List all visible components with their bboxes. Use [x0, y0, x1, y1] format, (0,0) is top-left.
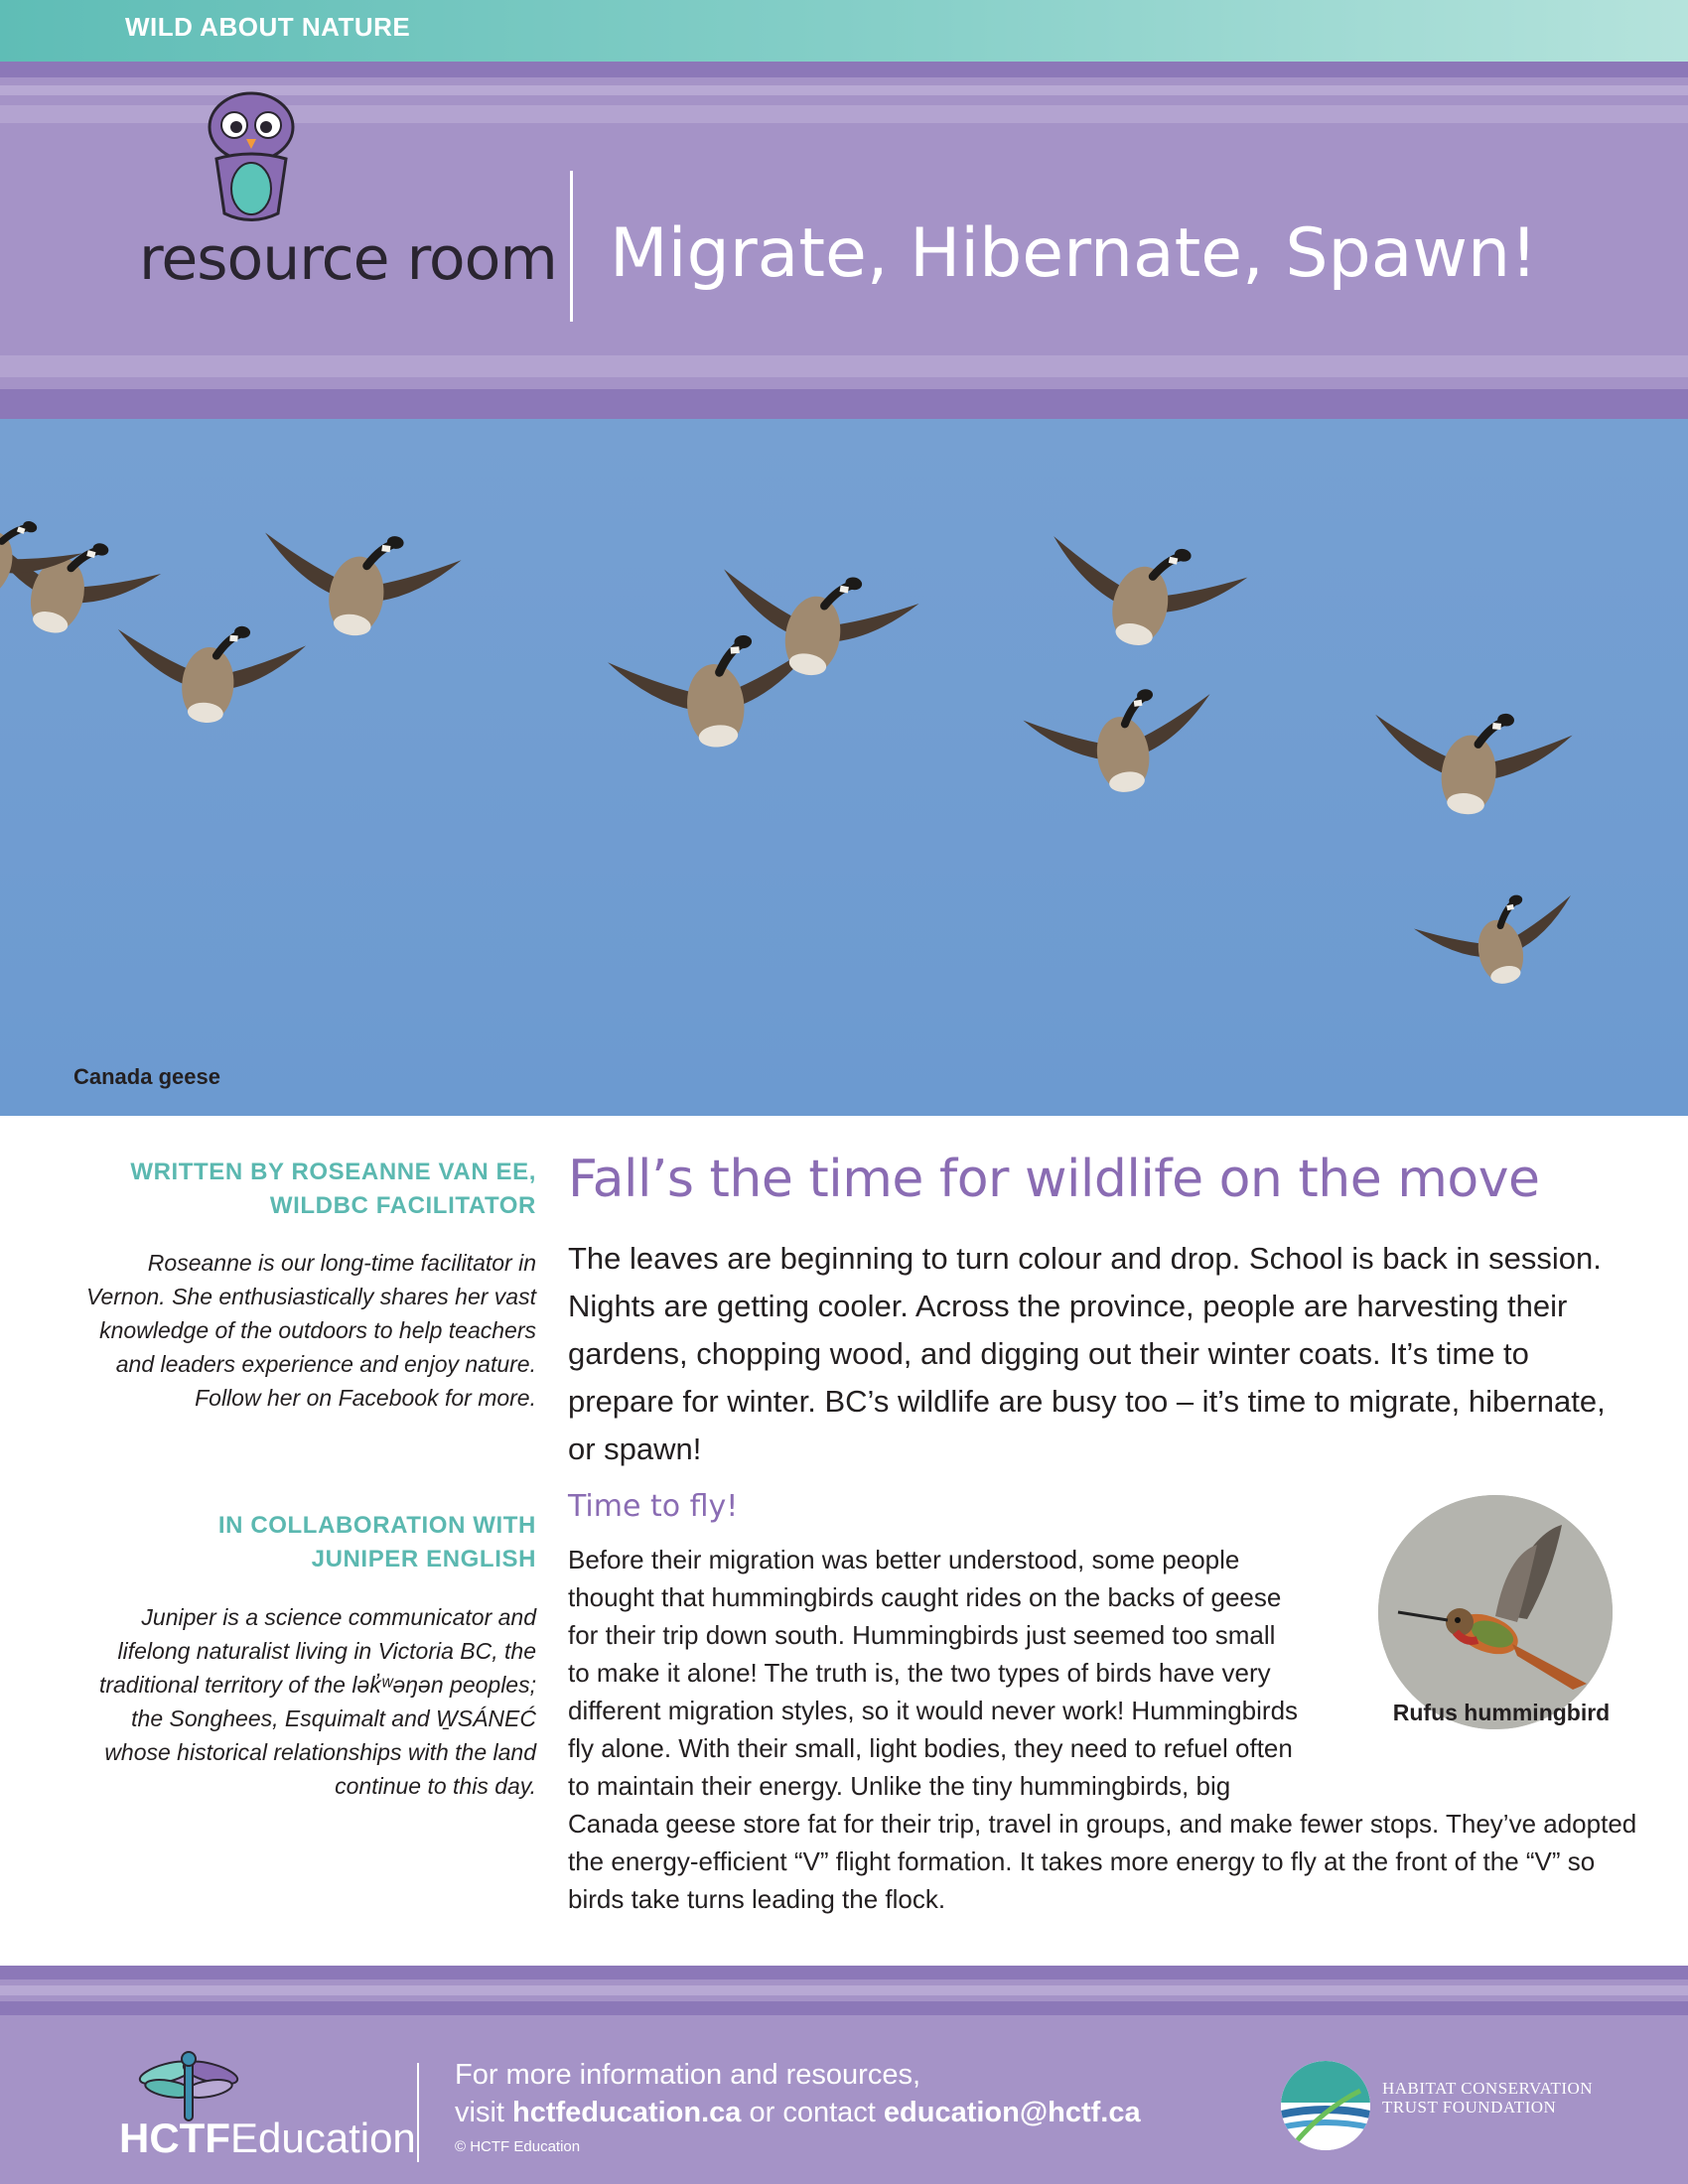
- hero-photo: [0, 419, 1688, 1116]
- author-bio: Roseanne is our long-time facilitator in Vernon. She enthusiastically shares her vast knowledge of the outdoors to help teachers and leaders experience and enjoy nature. Follow her on Facebook for more.: [85, 1250, 536, 1411]
- page-title: Migrate, Hibernate, Spawn!: [610, 214, 1538, 293]
- hctf-wordmark-bold: HCTF: [119, 2115, 230, 2161]
- footer-divider: [417, 2063, 419, 2162]
- header-divider: [570, 171, 573, 322]
- partner-name-line1: HABITAT CONSERVATION: [1382, 2079, 1594, 2098]
- collab-heading-line2: JUNIPER ENGLISH: [311, 1546, 536, 1572]
- article-intro: The leaves are beginning to turn colour and drop. School is back in session. Nights are getting cooler. Across the province, people are harvesting their gardens, chopping wood, and digging out their winter coats. It’s time to prepare for winter. BC’s wildlife are busy too – it’s time to migrate, hibernate, or spawn!: [568, 1241, 1606, 1466]
- author-heading-line1: WRITTEN BY ROSEANNE VAN EE,: [130, 1159, 536, 1185]
- section-label: WILD ABOUT NATURE: [125, 12, 411, 42]
- htf-logo-icon: [1281, 2061, 1370, 2150]
- geese-illustration: [0, 419, 1688, 1116]
- partner-name-line2: TRUST FOUNDATION: [1382, 2098, 1557, 2116]
- brand-wordmark: resource room: [139, 224, 557, 294]
- hctf-wordmark-light: Education: [229, 2115, 416, 2161]
- hctf-wordmark: [119, 2115, 416, 2162]
- article-body: Before their migration was better understood, some people thought that hummingbirds caught rides on the backs of geese for their trip down south. Hummingbirds just seemed too small to make it alone! The truth is, the two types of birds have very different migration styles, so it would never work! Hummingbirds fly alone. With their small, light bodies, they need to refuel often to maintain their energy. Unlike the tiny hummingbirds, big Canada geese store fat for their trip, travel in groups, and make fewer stops. They’ve adopted the energy-efficient “V” flight formation. It takes more energy to fly at the front of the “V” so birds take turns leading the flock.: [568, 1545, 1637, 1914]
- hummingbird-illustration: [1378, 1495, 1613, 1729]
- owl-logo-icon: [197, 89, 306, 228]
- hummingbird-photo: [1378, 1495, 1613, 1729]
- photo-caption: Canada geese: [73, 1064, 220, 1089]
- author-heading-line2: WILDBC FACILITATOR: [269, 1192, 536, 1219]
- email-link[interactable]: education@hctf.ca: [883, 2097, 1141, 2128]
- article-subheading: Time to fly!: [568, 1489, 739, 1524]
- footer-info-line1: For more information and resources,: [455, 2059, 921, 2091]
- website-link[interactable]: hctfeducation.ca: [512, 2097, 742, 2128]
- partner-name: [1382, 2079, 1593, 2116]
- figure-caption: Rufus hummingbird: [1392, 1700, 1611, 1725]
- footer-contact-text: or contact: [741, 2097, 884, 2128]
- collab-bio: Juniper is a science communicator and lifelong naturalist living in Victoria BC, the traditional territory of the lək̓ʷəŋən peoples; the Songhees, Esquimalt and W̱SÁNEĆ whose historical relationships with the land continue to this day.: [98, 1604, 536, 1799]
- footer-visit-text: visit: [455, 2097, 512, 2128]
- copyright: © HCTF Education: [455, 2138, 581, 2155]
- article-heading: Fall’s the time for wildlife on the move: [568, 1150, 1540, 1209]
- footer-info-line2: [455, 2097, 1141, 2129]
- collab-heading-line1: IN COLLABORATION WITH: [217, 1512, 536, 1539]
